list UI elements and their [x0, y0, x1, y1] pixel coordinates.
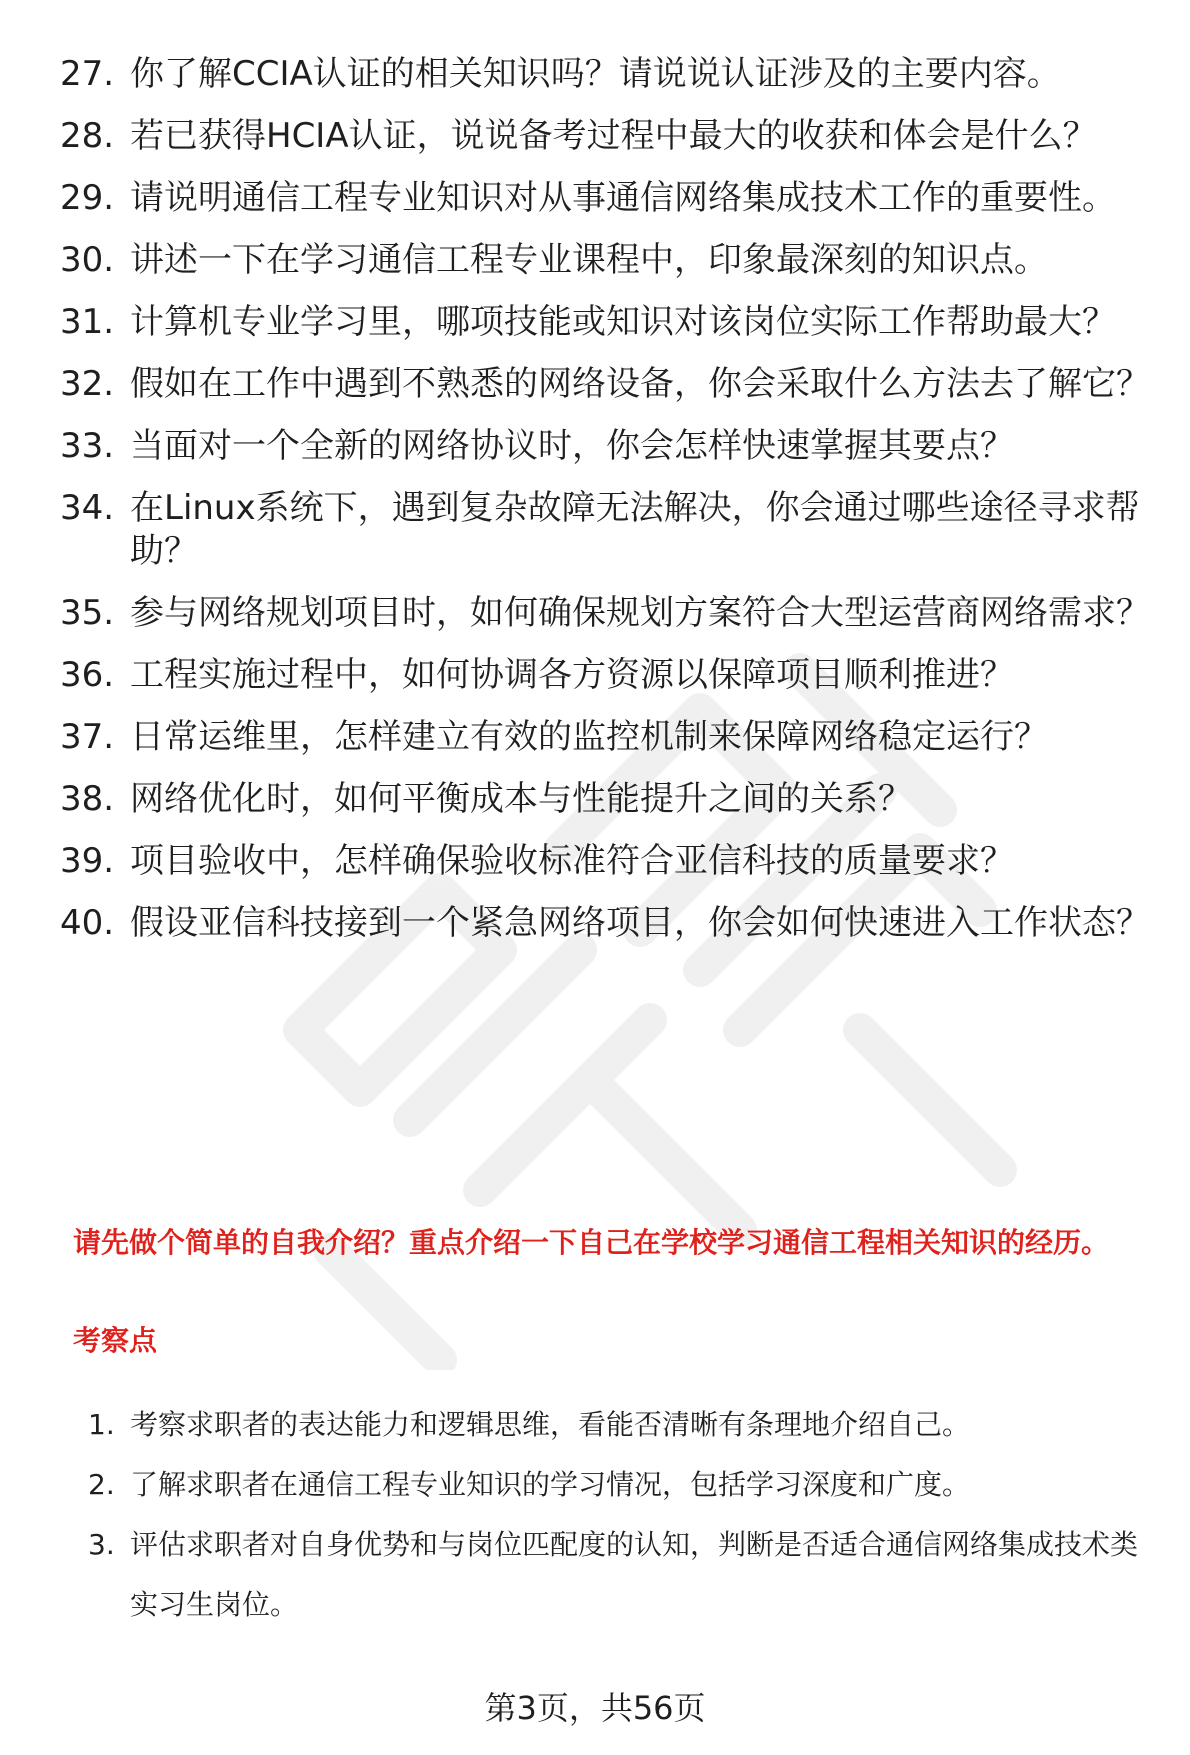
list-item	[60, 115, 1170, 158]
question-list	[60, 53, 1170, 964]
point-text: 评估求职者对自身优势和与岗位匹配度的认知，判断是否适合通信网络集成技术类实习生岗位。	[130, 1528, 1139, 1621]
question-text: 讲述一下在学习通信工程专业课程中，印象最深刻的知识点。	[130, 240, 1048, 280]
question-text: 若已获得HCIA认证，说说备考过程中最大的收获和体会是什么？	[130, 116, 1097, 156]
section-title: 考察点	[73, 1324, 158, 1357]
point-text: 了解求职者在通信工程专业知识的学习情况，包括学习深度和广度。	[130, 1468, 971, 1501]
list-item	[60, 840, 1170, 883]
question-number: 35.	[60, 593, 115, 633]
question-number: 34.	[60, 488, 115, 528]
question-text: 工程实施过程中，如何协调各方资源以保障项目顺利推进？	[130, 655, 1014, 695]
list-item	[60, 301, 1170, 344]
question-text: 假如在工作中遇到不熟悉的网络设备，你会采取什么方法去了解它？	[130, 364, 1150, 404]
point-number: 2.	[88, 1468, 115, 1501]
question-text: 在Linux系统下，遇到复杂故障无法解决，你会通过哪些途径寻求帮助？	[130, 488, 1140, 571]
list-item	[60, 592, 1170, 635]
list-item	[60, 239, 1170, 282]
question-text: 假设亚信科技接到一个紧急网络项目，你会如何快速进入工作状态？	[130, 903, 1150, 943]
assessment-points	[88, 1395, 1158, 1635]
list-item	[60, 425, 1170, 468]
question-number: 38.	[60, 779, 115, 819]
question-text: 你了解CCIA认证的相关知识吗？请说说认证涉及的主要内容。	[130, 54, 1061, 94]
question-text: 请说明通信工程专业知识对从事通信网络集成技术工作的重要性。	[130, 178, 1116, 218]
list-item	[60, 53, 1170, 96]
question-text: 项目验收中，怎样确保验收标准符合亚信科技的质量要求？	[130, 841, 1014, 881]
list-item	[88, 1455, 1158, 1515]
list-item	[60, 778, 1170, 821]
question-text: 当面对一个全新的网络协议时，你会怎样快速掌握其要点？	[130, 426, 1014, 466]
question-number: 40.	[60, 903, 115, 943]
question-number: 31.	[60, 302, 115, 342]
list-item	[88, 1515, 1158, 1635]
question-number: 32.	[60, 364, 115, 404]
list-item	[60, 902, 1170, 945]
question-number: 33.	[60, 426, 115, 466]
point-number: 1.	[88, 1408, 115, 1441]
list-item	[60, 716, 1170, 759]
list-item	[60, 487, 1170, 573]
question-number: 30.	[60, 240, 115, 280]
list-item	[60, 363, 1170, 406]
question-text: 网络优化时，如何平衡成本与性能提升之间的关系？	[130, 779, 912, 819]
question-number: 28.	[60, 116, 115, 156]
question-number: 29.	[60, 178, 115, 218]
highlight-question: 请先做个简单的自我介绍？重点介绍一下自己在学校学习通信工程相关知识的经历。	[73, 1226, 1110, 1259]
list-item	[60, 654, 1170, 697]
list-item	[60, 177, 1170, 220]
question-number: 27.	[60, 54, 115, 94]
page-footer: 第3页，共56页	[484, 1689, 706, 1727]
question-number: 37.	[60, 717, 115, 757]
question-text: 计算机专业学习里，哪项技能或知识对该岗位实际工作帮助最大？	[130, 302, 1116, 342]
question-number: 39.	[60, 841, 115, 881]
point-text: 考察求职者的表达能力和逻辑思维，看能否清晰有条理地介绍自己。	[130, 1408, 971, 1441]
question-text: 参与网络规划项目时，如何确保规划方案符合大型运营商网络需求？	[130, 593, 1150, 633]
question-number: 36.	[60, 655, 115, 695]
question-text: 日常运维里，怎样建立有效的监控机制来保障网络稳定运行？	[130, 717, 1048, 757]
point-number: 3.	[88, 1528, 115, 1561]
list-item	[88, 1395, 1158, 1455]
